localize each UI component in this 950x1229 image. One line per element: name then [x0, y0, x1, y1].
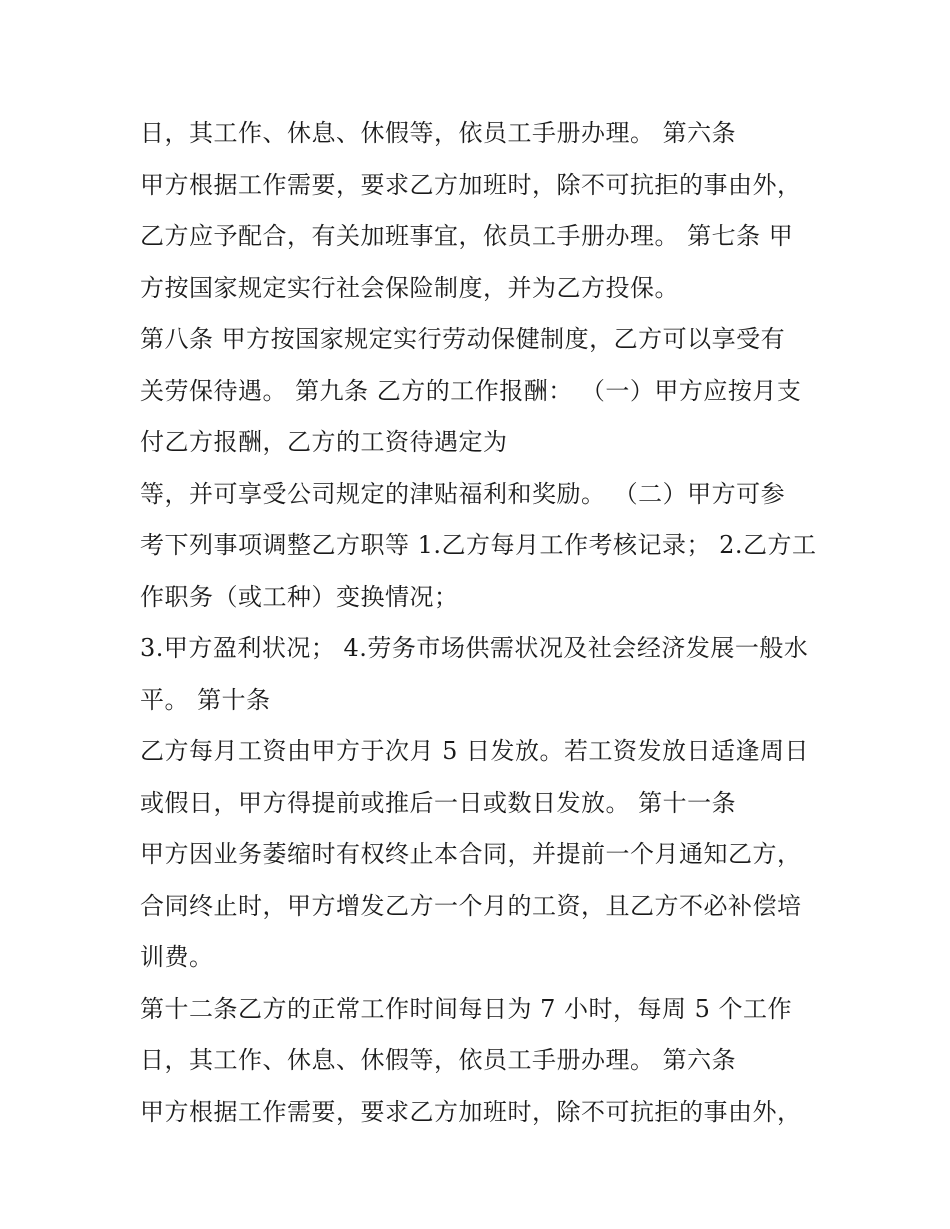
text-line: 或假日，甲方得提前或推后一日或数日发放。 第十一条	[140, 788, 737, 817]
contract-text	[140, 108, 830, 1138]
text-line: 第十二条乙方的正常工作时间每日为 7 小时，每周 5 个工作	[140, 994, 793, 1023]
text-line: 第八条 甲方按国家规定实行劳动保健制度，乙方可以享受有	[140, 325, 786, 353]
text-line: 关劳保待遇。 第九条 乙方的工作报酬： （一）甲方应按月支	[140, 376, 802, 405]
text-line: 乙方每月工资由甲方于次月 5 日发放。若工资发放日适逢周日	[140, 737, 810, 765]
text-line: 合同终止时，甲方增发乙方一个月的工资，且乙方不必补偿培	[140, 891, 802, 920]
text-line: 3.甲方盈利状况； 4.劳务市场供需状况及社会经济发展一般水	[140, 634, 809, 662]
text-line: 考下列事项调整乙方职等 1.乙方每月工作考核记录； 2.乙方工	[140, 531, 817, 559]
text-line: 付乙方报酬，乙方的工资待遇定为	[140, 428, 508, 456]
text-line: 日，其工作、休息、休假等，依员工手册办理。 第六条	[140, 1046, 737, 1074]
text-line: 方按国家规定实行社会保险制度，并为乙方投保。	[140, 273, 679, 302]
text-line: 乙方应予配合，有关加班事宜，依员工手册办理。 第七条 甲	[140, 222, 794, 250]
text-line: 作职务（或工种）变换情况；	[140, 582, 459, 611]
text-line: 甲方因业务萎缩时有权终止本合同，并提前一个月通知乙方，	[140, 840, 802, 868]
text-line: 甲方根据工作需要，要求乙方加班时，除不可抗拒的事由外，	[140, 1097, 802, 1126]
text-line: 日，其工作、休息、休假等，依员工手册办理。 第六条	[140, 119, 737, 147]
text-line: 训费。	[140, 943, 214, 971]
text-line: 等，并可享受公司规定的津贴福利和奖励。 （二）甲方可参	[140, 479, 786, 508]
text-line: 平。 第十条	[140, 685, 271, 714]
text-line: 甲方根据工作需要，要求乙方加班时，除不可抗拒的事由外，	[140, 170, 802, 199]
